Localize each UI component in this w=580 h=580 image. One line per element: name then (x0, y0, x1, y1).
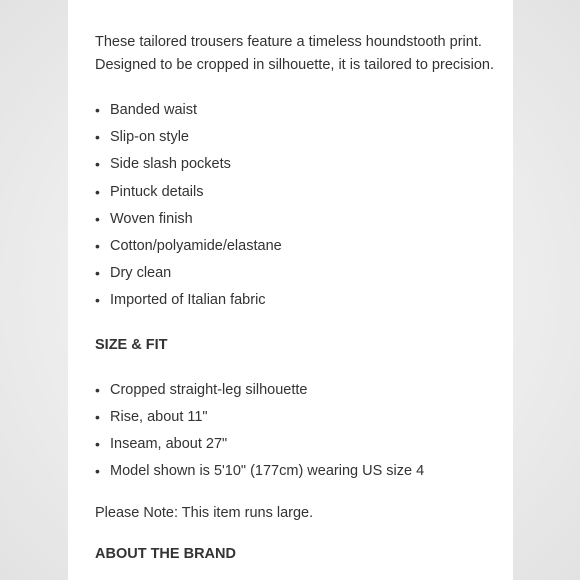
list-item-text: Slip-on style (110, 129, 189, 146)
list-item-text: Inseam, about 27" (110, 436, 228, 453)
bullet-icon: • (95, 210, 100, 227)
size-fit-heading: SIZE & FIT (95, 336, 168, 353)
list-item-text: Model shown is 5'10" (177cm) wearing US size 4 (110, 463, 425, 480)
bullet-icon: • (95, 183, 100, 200)
list-item-text: Banded waist (110, 102, 198, 118)
list-item (95, 377, 497, 404)
bullet-icon: • (95, 238, 100, 255)
bullet-icon: • (95, 156, 100, 173)
list-item (95, 233, 497, 260)
product-description-card (68, 0, 513, 580)
list-item-text: Dry clean (110, 265, 172, 282)
about-brand-heading: ABOUT THE BRAND (95, 546, 236, 563)
list-item (95, 431, 497, 458)
size-fit-list (95, 377, 497, 486)
list-item (95, 404, 497, 431)
bullet-icon: • (95, 463, 100, 480)
list-item-text: Imported of Italian fabric (110, 292, 266, 309)
list-item (95, 287, 497, 314)
list-item-text: Pintuck details (110, 183, 204, 200)
bullet-icon: • (95, 265, 100, 282)
bullet-icon: • (95, 436, 100, 453)
list-item (95, 206, 497, 233)
list-item (95, 151, 497, 178)
list-item (95, 260, 497, 287)
list-item-text: Rise, about 11" (110, 408, 208, 425)
bullet-icon: • (95, 129, 100, 146)
list-item (95, 97, 497, 124)
bullet-icon: • (95, 381, 100, 398)
bullet-icon: • (95, 292, 100, 309)
list-item (95, 179, 497, 206)
bullet-icon: • (95, 408, 100, 425)
list-item (95, 124, 497, 151)
list-item-text: Cotton/polyamide/elastane (110, 238, 282, 255)
feature-list (95, 97, 497, 315)
product-intro-text: These tailored trousers feature a timeless houndstooth print. Designed to be cropped in silhouette, it is tailored to precision. (95, 34, 494, 73)
list-item-text: Cropped straight-leg silhouette (110, 381, 308, 398)
list-item-text: Woven finish (110, 210, 193, 227)
list-item-text: Side slash pockets (110, 156, 231, 173)
list-item (95, 458, 497, 485)
sizing-note: Please Note: This item runs large. (95, 505, 314, 522)
bullet-icon: • (95, 102, 100, 118)
